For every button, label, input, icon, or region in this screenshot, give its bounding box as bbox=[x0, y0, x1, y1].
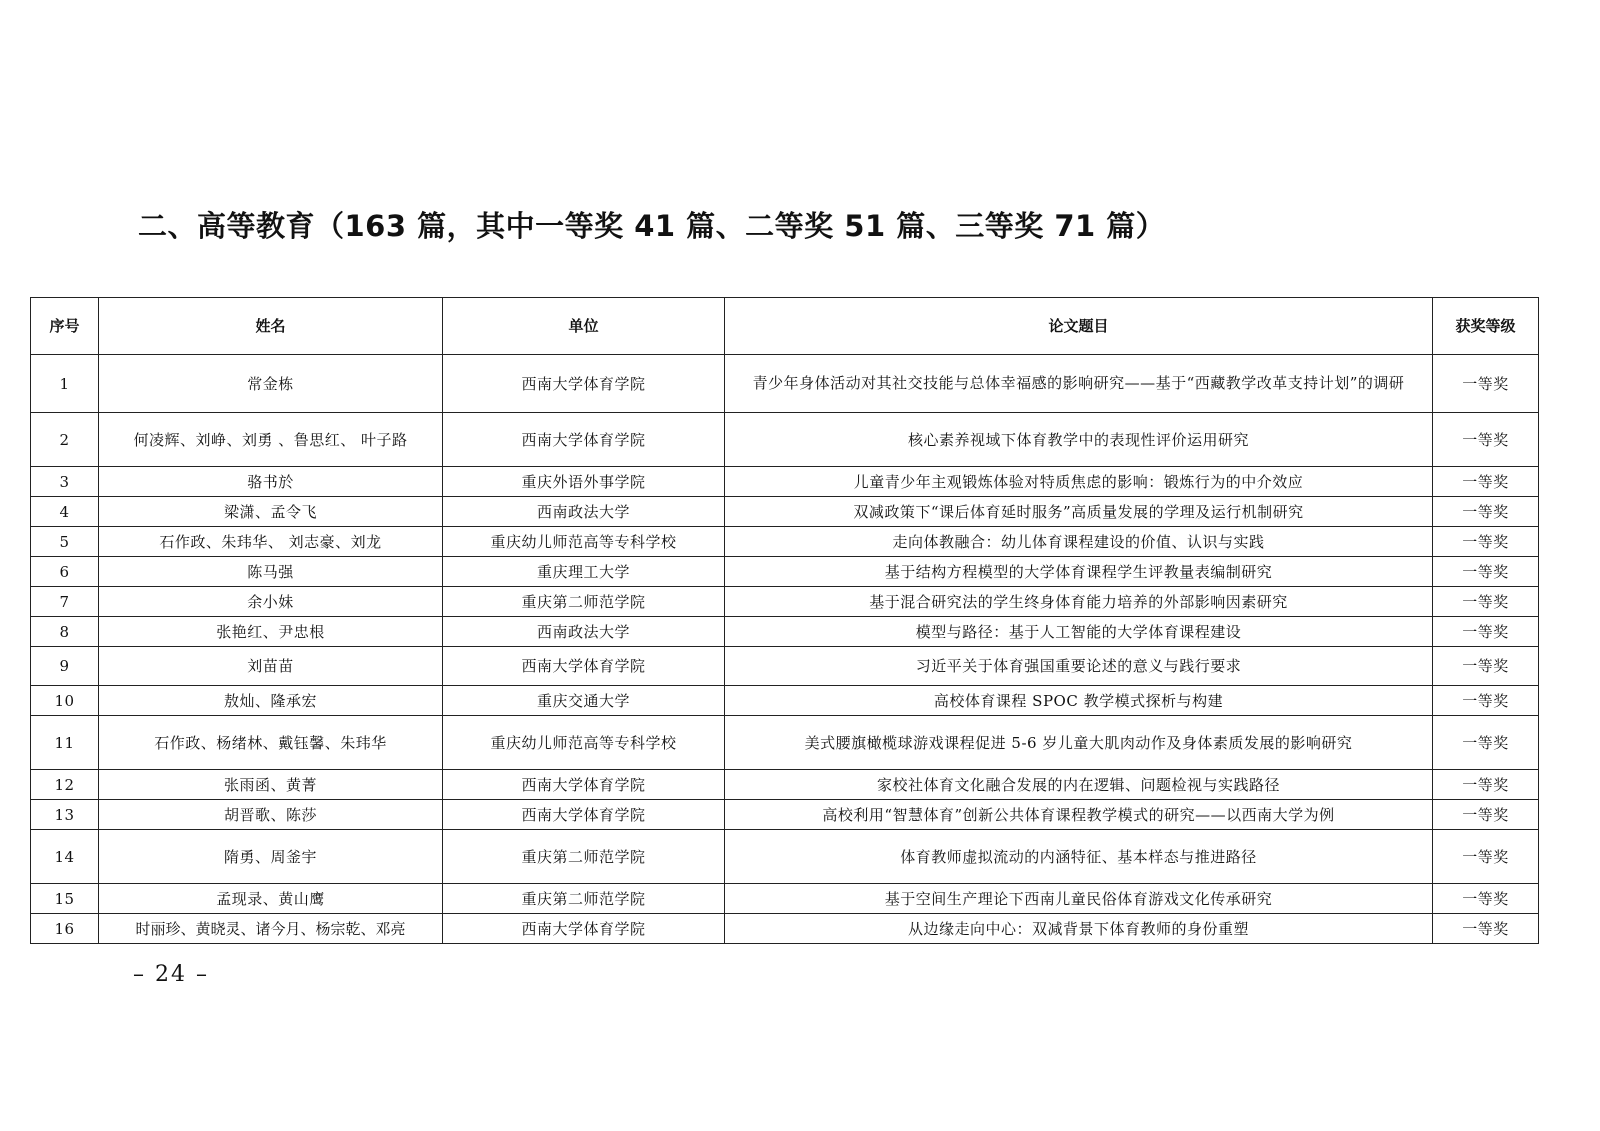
cell-award: 一等奖 bbox=[1433, 647, 1539, 686]
cell-title: 体育教师虚拟流动的内涵特征、基本样态与推进路径 bbox=[725, 830, 1433, 884]
cell-award: 一等奖 bbox=[1433, 914, 1539, 944]
cell-unit: 重庆第二师范学院 bbox=[443, 830, 725, 884]
cell-title: 青少年身体活动对其社交技能与总体幸福感的影响研究——基于“西藏教学改革支持计划”的调研 bbox=[725, 355, 1433, 413]
table-row bbox=[31, 355, 1539, 413]
cell-award: 一等奖 bbox=[1433, 617, 1539, 647]
header-index: 序号 bbox=[31, 298, 99, 355]
cell-index: 10 bbox=[31, 686, 99, 716]
cell-index: 4 bbox=[31, 497, 99, 527]
cell-unit: 西南大学体育学院 bbox=[443, 800, 725, 830]
table-row bbox=[31, 617, 1539, 647]
cell-unit: 西南政法大学 bbox=[443, 617, 725, 647]
cell-award: 一等奖 bbox=[1433, 467, 1539, 497]
header-row bbox=[31, 298, 1539, 355]
cell-title: 基于结构方程模型的大学体育课程学生评教量表编制研究 bbox=[725, 557, 1433, 587]
page-number: – 24 – bbox=[133, 962, 209, 987]
cell-name: 梁潇、孟令飞 bbox=[99, 497, 443, 527]
cell-name: 时丽珍、黄晓灵、诸今月、杨宗乾、邓亮 bbox=[99, 914, 443, 944]
cell-award: 一等奖 bbox=[1433, 686, 1539, 716]
cell-award: 一等奖 bbox=[1433, 800, 1539, 830]
cell-title: 家校社体育文化融合发展的内在逻辑、问题检视与实践路径 bbox=[725, 770, 1433, 800]
cell-award: 一等奖 bbox=[1433, 497, 1539, 527]
cell-index: 6 bbox=[31, 557, 99, 587]
cell-unit: 西南大学体育学院 bbox=[443, 914, 725, 944]
cell-name: 隋勇、周釜宇 bbox=[99, 830, 443, 884]
table-row bbox=[31, 467, 1539, 497]
cell-unit: 西南大学体育学院 bbox=[443, 647, 725, 686]
header-name: 姓名 bbox=[99, 298, 443, 355]
table-row bbox=[31, 716, 1539, 770]
cell-index: 7 bbox=[31, 587, 99, 617]
cell-award: 一等奖 bbox=[1433, 527, 1539, 557]
cell-name: 胡晋歌、陈莎 bbox=[99, 800, 443, 830]
cell-name: 石作政、杨绪林、戴钰馨、朱玮华 bbox=[99, 716, 443, 770]
section-title: 二、高等教育（163 篇，其中一等奖 41 篇、二等奖 51 篇、三等奖 71 篇） bbox=[138, 209, 1166, 243]
cell-name: 石作政、朱玮华、 刘志豪、刘龙 bbox=[99, 527, 443, 557]
cell-name: 何凌辉、刘峥、刘勇 、鲁思红、 叶子路 bbox=[99, 413, 443, 467]
cell-award: 一等奖 bbox=[1433, 557, 1539, 587]
table-row bbox=[31, 800, 1539, 830]
cell-index: 1 bbox=[31, 355, 99, 413]
cell-index: 16 bbox=[31, 914, 99, 944]
table-header bbox=[31, 298, 1539, 355]
cell-index: 13 bbox=[31, 800, 99, 830]
cell-award: 一等奖 bbox=[1433, 770, 1539, 800]
cell-index: 8 bbox=[31, 617, 99, 647]
cell-name: 张艳红、尹忠根 bbox=[99, 617, 443, 647]
table-row bbox=[31, 830, 1539, 884]
table-row bbox=[31, 647, 1539, 686]
cell-name: 孟现录、黄山鹰 bbox=[99, 884, 443, 914]
cell-unit: 重庆第二师范学院 bbox=[443, 884, 725, 914]
cell-unit: 重庆交通大学 bbox=[443, 686, 725, 716]
cell-award: 一等奖 bbox=[1433, 884, 1539, 914]
cell-index: 3 bbox=[31, 467, 99, 497]
cell-title: 基于混合研究法的学生终身体育能力培养的外部影响因素研究 bbox=[725, 587, 1433, 617]
table-row bbox=[31, 557, 1539, 587]
cell-title: 美式腰旗橄榄球游戏课程促进 5-6 岁儿童大肌肉动作及身体素质发展的影响研究 bbox=[725, 716, 1433, 770]
cell-title: 从边缘走向中心：双减背景下体育教师的身份重塑 bbox=[725, 914, 1433, 944]
table-row bbox=[31, 914, 1539, 944]
cell-award: 一等奖 bbox=[1433, 716, 1539, 770]
table-body bbox=[31, 355, 1539, 944]
header-title: 论文题目 bbox=[725, 298, 1433, 355]
header-award: 获奖等级 bbox=[1433, 298, 1539, 355]
cell-unit: 重庆幼儿师范高等专科学校 bbox=[443, 716, 725, 770]
cell-title: 走向体教融合：幼儿体育课程建设的价值、认识与实践 bbox=[725, 527, 1433, 557]
cell-unit: 重庆外语外事学院 bbox=[443, 467, 725, 497]
table-row bbox=[31, 884, 1539, 914]
cell-name: 常金栋 bbox=[99, 355, 443, 413]
table-row bbox=[31, 413, 1539, 467]
cell-name: 刘苗苗 bbox=[99, 647, 443, 686]
header-unit: 单位 bbox=[443, 298, 725, 355]
cell-title: 高校体育课程 SPOC 教学模式探析与构建 bbox=[725, 686, 1433, 716]
cell-index: 11 bbox=[31, 716, 99, 770]
table-row bbox=[31, 770, 1539, 800]
cell-title: 双减政策下“课后体育延时服务”高质量发展的学理及运行机制研究 bbox=[725, 497, 1433, 527]
cell-unit: 重庆第二师范学院 bbox=[443, 587, 725, 617]
cell-title: 儿童青少年主观锻炼体验对特质焦虑的影响：锻炼行为的中介效应 bbox=[725, 467, 1433, 497]
cell-unit: 西南大学体育学院 bbox=[443, 355, 725, 413]
cell-name: 骆书於 bbox=[99, 467, 443, 497]
cell-unit: 西南政法大学 bbox=[443, 497, 725, 527]
table-row bbox=[31, 686, 1539, 716]
cell-title: 核心素养视域下体育教学中的表现性评价运用研究 bbox=[725, 413, 1433, 467]
cell-unit: 重庆幼儿师范高等专科学校 bbox=[443, 527, 725, 557]
cell-name: 余小妹 bbox=[99, 587, 443, 617]
table-row bbox=[31, 587, 1539, 617]
cell-name: 陈马强 bbox=[99, 557, 443, 587]
cell-title: 模型与路径：基于人工智能的大学体育课程建设 bbox=[725, 617, 1433, 647]
cell-award: 一等奖 bbox=[1433, 413, 1539, 467]
cell-award: 一等奖 bbox=[1433, 355, 1539, 413]
cell-unit: 重庆理工大学 bbox=[443, 557, 725, 587]
cell-award: 一等奖 bbox=[1433, 830, 1539, 884]
cell-name: 敖灿、隆承宏 bbox=[99, 686, 443, 716]
cell-unit: 西南大学体育学院 bbox=[443, 413, 725, 467]
cell-index: 15 bbox=[31, 884, 99, 914]
table-row bbox=[31, 497, 1539, 527]
award-table bbox=[30, 297, 1539, 944]
cell-title: 习近平关于体育强国重要论述的意义与践行要求 bbox=[725, 647, 1433, 686]
cell-title: 高校利用“智慧体育”创新公共体育课程教学模式的研究——以西南大学为例 bbox=[725, 800, 1433, 830]
cell-award: 一等奖 bbox=[1433, 587, 1539, 617]
cell-index: 14 bbox=[31, 830, 99, 884]
cell-index: 2 bbox=[31, 413, 99, 467]
cell-title: 基于空间生产理论下西南儿童民俗体育游戏文化传承研究 bbox=[725, 884, 1433, 914]
cell-index: 12 bbox=[31, 770, 99, 800]
cell-name: 张雨函、黄菁 bbox=[99, 770, 443, 800]
cell-unit: 西南大学体育学院 bbox=[443, 770, 725, 800]
cell-index: 5 bbox=[31, 527, 99, 557]
table-row bbox=[31, 527, 1539, 557]
cell-index: 9 bbox=[31, 647, 99, 686]
